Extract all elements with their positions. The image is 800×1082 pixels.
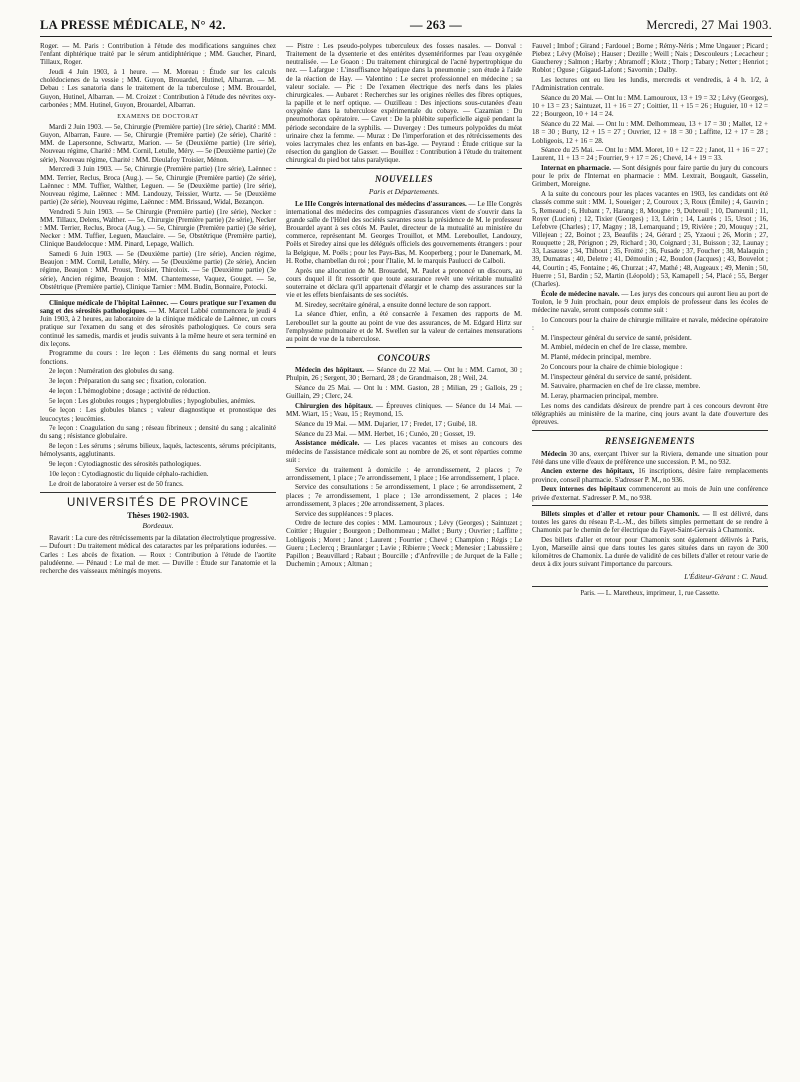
paragraph: M. Planté, médecin principal, membre. [541, 353, 651, 362]
subsection-heading: Paris et Départements. [368, 186, 440, 196]
item-title: Chirurgien des hôpitaux. [295, 402, 373, 411]
column-3 [532, 42, 768, 598]
ad-title: Médecin [541, 449, 567, 458]
paragraph: 2o Concours pour la chaire de chimie biologique : [541, 362, 683, 371]
item-body: — Les jurys des concours qui auront lieu au port de Toulon, le 9 Juin prochain, pour deux emplois de professeur dans les écoles de médecine navale, seront composés comme suit : [532, 289, 768, 314]
item-title: École de médecine navale. [541, 289, 620, 298]
page-number: — 263 — [409, 18, 463, 32]
paragraph: Séance du 20 Mai. — Ont lu : MM. Lamouroux, 13 + 19 = 32 ; Lévy (Georges), 10 + 13 = 23 ; Saintuzet, 11 + 16 = 27 ; Coittier, 11 + 15 = 26 ; Huguier, 10 + 12 = 22 ; Bourgeon, 10 + 14 = 24. [532, 94, 768, 119]
masthead [40, 18, 772, 37]
paragraph: Vendredi 5 Juin 1903. — 5e Chirurgie (Première partie) (1re série), Necker : MM. Tillaux, Delens, Walther. — 5e, Chirurgie (Première partie) (2e série), Necker : MM. Terrier, Reclus, Broca (Aug.). — 5e, Chirurgie (Première partie) (3e série), Necker : MM. Tuffier, Leguen, Mauclaire. — 5e, Obstétrique (Première partie), Clinique Baudelocque : MM. Pinard, Lepage, Wallich. [40, 207, 276, 249]
paragraph: Des billets d'aller et retour pour Chamonix sont également délivrés à Paris, Lyon, Marseille ainsi que dans toutes les gares situées dans un rayon de 300 kilomètres de Chamonix. La durée de validité de ces billets d'aller et retour varie de deux à dix jours suivant l'importance du parcours. [532, 535, 768, 569]
column-2 [286, 42, 522, 598]
paragraph: Séance du 23 Mai. — MM. Herbet, 16 ; Cunéo, 20 ; Gosset, 19. [295, 429, 476, 438]
paragraph [286, 402, 522, 418]
section-heading: UNIVERSITÉS DE PROVINCE [66, 496, 250, 509]
item-body: — Séance du 22 Mai. — Ont lu : MM. Carnot, 30 ; Phulpin, 26 ; Sergent, 30 ; Bernard, 28 ; de Grandmaison, 28 ; Weil, 24. [286, 366, 522, 383]
paragraph: M. Siredey, secrétaire général, a ensuite donné lecture de son rapport. [295, 300, 491, 309]
item-body: — Il est délivré, dans toutes les gares du réseau P.-L.-M., des billets simples permettant de se rendre à Chamonix par le chemin de fer électrique du Fayet-Saint-Gervais à Chamonix. [532, 509, 768, 534]
issue-date: Mercredi, 27 Mai 1903. [646, 18, 772, 32]
ad-body: 16 inscriptions, désire faire remplacements province, conseil pharmacie. S'adresser P. M., no 936. [532, 467, 768, 484]
item-title: Clinique médicale de l'hôpital Laënnec. — Cours pratique sur l'examen du sang et des sérosités pathologiques. [40, 298, 276, 316]
paragraph: 9e leçon : Cytodiagnostic des sérosités pathologiques. [49, 460, 202, 469]
paragraph [532, 290, 768, 314]
subsection-heading: Thèses 1902-1903. [127, 510, 189, 520]
paragraph: Programme du cours : 1re leçon : Les éléments du sang normal et leurs fonctions. [40, 349, 276, 366]
classified-ad [532, 485, 768, 501]
divider [532, 430, 768, 431]
paragraph: Fauvel ; Imbof ; Girand ; Fardouel ; Borne ; Rémy-Néris ; Mme Ungauer ; Picard ; Piebez ; Lévy (Moïse) ; Hauser ; Dezille ; Weill ; Nais ; Descouleurs ; Lecacheur ; Gaucherey ; Salmon ; Harby ; Abramoff ; Klotz ; Thorp ; Tabary ; Netter ; Henriot ; Roblot ; Oguse ; Gigaud-Lafont ; Savornin ; Dalby. [532, 42, 768, 75]
paragraph: Roger. — M. Paris : Contribution à l'étude des modifications sanguines chez l'enfant diphtérique traité par le sérum antidiphtérique ; MM. Gaucher, Pinard, Tillaux, Roger. [40, 42, 276, 67]
paragraph: Samedi 6 Juin 1903. — 5e (Deuxième partie) (1re série), Ancien régime, Beaujon : MM. Cornil, Letulle, Méry. — 5e (Deuxième partie) (2e série), Ancien régime, Beaujon : MM. Proust, Troisier, Thiroloix. — 5e (Deuxième partie) (3e série), Ancien régime, Beaujon : MM. Chantemesse, Vaquez, Gouget. — 5e, Obstétrique (Première partie), Clinique Tarnier : MM. Budin, Bonnaire, Potocki. [40, 250, 276, 291]
divider [286, 347, 522, 348]
item-body: — Le IIIe Congrès international des médecins des compagnies d'assurances vient de s'ouvrir dans la grande salle de l'Hôtel des sociétés savantes sous la présidence de M. le professeur Brouardel ayant à ses côtés M. Paulet, directeur de la mutualité au ministère du commerce, représentant M. Georges Trouillot, et MM. Lereboullet, Landouzy, Poëls et Siredey ainsi que les délégués officiels des gouvernements étrangers : pour la Belgique, M. Poëls ; pour les Pays-Bas, M. Kooperberg ; pour le Danemark, M. H. Rothe, chambellan du roi ; pour l'Italie, M. le marquis Paulucci de Calboli. [286, 199, 523, 265]
paragraph: 10e leçon : Cytodiagnostic du liquide céphalo-rachidien. [49, 469, 209, 478]
section-heading: NOUVELLES [374, 174, 433, 185]
paragraph: Séance du 25 Mai. — Ont lu : MM. Moret, 10 + 12 = 22 ; Janot, 11 + 16 = 27 ; Laurent, 11 + 13 = 24 ; Fourrier, 9 + 17 = 26 ; Chevé, 14 + 19 = 33. [532, 146, 768, 163]
paragraph: Les lectures ont eu lieu les lundis, mercredis et vendredis, à 4 h. 1/2, à l'Administration centrale. [532, 76, 768, 93]
paragraph: M. l'inspecteur général du service de santé, président. [541, 333, 692, 342]
paragraph [286, 439, 522, 463]
item-title: Internat en pharmacie. [541, 164, 611, 173]
paragraph: Le droit de laboratoire à verser est de 50 francs. [49, 479, 184, 488]
paragraph: — Pistre : Les pseudo-polypes tuberculeux des fosses nasales. — Donval : Traitement de la dysenterie et des entérites dysentériformes par l'eau oxygénée neutralisée. — Le Goaon : Du traitement chirurgical de l'acné hypertrophique du nez. — Lafargue : L'insuffisance hépatique dans la pneumonie ; son étude à l'aide de la réaction de Hay. — Valentino : Le secret professionnel en médecine ; sa valeur sociale. — Pic : De l'examen électrique des nerfs dans les plaies chirurgicales. — Aubaret : Recherches sur les origines réelles des fibres optiques, la papille et le nerf optique. — Ouzilleau : Des injections sous-cutanées d'eau oxygénée dans la tuberculose expérimentale du cobaye. — Cazamian : Du pneumothorax opératoire. — Cavet : De la phlébite superficielle aiguë pendant la période secondaire de la syphilis. — Duvergey : Des tumeurs polypoïdes du méat urinaire chez la femme. — Muraz : De l'imperforation et des rétrécissements des voies lacrymales chez les enfants en bas-âge. — Peyraud : Étude critique sur la résection du ganglion de Gasser. — Bouillez : Contribution à l'étude du traitement chirurgical du pied bot talus paralytique. [286, 42, 522, 165]
ad-title: Deux internes des hôpitaux [541, 485, 627, 494]
paragraph: M. Sauvaire, pharmacien en chef de 1re classe, membre. [541, 382, 701, 391]
paragraph: Service des suppléances : 9 places. [295, 509, 394, 518]
paragraph: M. Leray, pharmacien principal, membre. [541, 392, 659, 401]
printer-line: Paris. — L. Maretheux, imprimeur, 1, rue Cassette. [532, 586, 768, 598]
section-subtitle: EXAMENS DE DOCTORAT [117, 113, 199, 120]
item-title: Médecin des hôpitaux. [295, 366, 365, 375]
divider [40, 294, 276, 295]
paragraph [286, 366, 522, 382]
ad-body: 30 ans, exerçant l'hiver sur la Riviera, demande une situation pour l'été dans une ville d'eaux de préférence une succession. P. M., no 932. [532, 449, 769, 466]
item-body: — Les places vacantes et mises au concours des médecins de l'assistance médicale sont au nombre de 26, et sont réparties comme suit : [286, 439, 522, 464]
paragraph: A la suite du concours pour les places vacantes en 1903, les candidats ont été classés comme suit : MM. 1, Soueiger ; 2, Couroux ; 3, Roux (Émile) ; 4, Gauvin ; 5, Remeaud ; 6, Hubant ; 7, Harang ; 8, Mougne ; 9, Dubreuil ; 10, Dameunil ; 11, Royer (Lucien) ; 12, Tixier (Georges) ; 13, Lérin ; 14, Laurès ; 15, Ursot ; 16, Lefebvre (Charles) ; 17, Magny ; 18, Lemarquand ; 19, Rivière ; 20, Mouquy ; 21, Villejean ; 22, Boinot ; 23, Beaufils ; 24, Gérard ; 25, Yzaoui ; 26, Morin ; 27, Rouquette ; 28, Pérignon ; 29, Richard ; 30, Coignard ; 31, Buisson ; 32, Launay ; 33, Lasausse ; 34, Thibout ; 35, Froitté ; 36, Fusade ; 37, Foucher ; 38, Malaquin ; 39, Dumatras ; 40, Deletre ; 41, Démoulin ; 42, Boudon (Jacques) ; 43, Bouvelot ; 44, Courtin ; 45, Fontaine ; 46, Churzat ; 47, Mathé ; 48, Augeaux ; 49, Menin ; 50, Huerre ; 51, Bardin ; 52, Martin (Léopold) ; 53, Kamapell ; 54, Placé ; 55, Berger (Charles). [532, 190, 768, 288]
paragraph: Service des consultations : 5e arrondissement, 1 place ; 6e arrondissement, 2 places ; 7e arrondissement, 1 place ; 13e arrondissement, 2 places ; 14e arrondissement, 3 places ; 20e arrondissement, 3 places. [286, 483, 522, 508]
ad-title: Ancien externe des hôpitaux, [541, 467, 635, 476]
columns [40, 42, 772, 598]
paragraph: Jeudi 4 Juin 1903, à 1 heure. — M. Moreau : Étude sur les calculs cholédocienes de la vessie ; MM. Guyon, Brouardel, Hutinel, Albarran. — M. Debau : Les sanatoria dans le traitement de la tuberculose ; MM. Brouardel, Guyon, Hutinel, Albarran. — M. Croizet : Contribution à l'étude des névrites oxy-carbonées ; MM. Hutinel, Guyon, Brouardel, Albarran. [40, 68, 276, 109]
paragraph: 5e leçon : Les globules rouges ; hyperglobulies ; hypoglobulies, anémies. [49, 396, 256, 405]
paragraph: Service du traitement à domicile : 4e arrondissement, 2 places ; 7e arrondissement, 1 place ; 7e arrondissement, 1 place ; 16e arrondissement, 1 place. [286, 465, 522, 482]
column-1 [40, 42, 276, 598]
item-body: — Épreuves cliniques. — Séance du 14 Mai. — MM. Wiart, 15 ; Veau, 15 ; Reymond, 15. [286, 402, 522, 419]
paragraph: 4e leçon : L'hémoglobine ; dosage ; activité de réduction. [49, 386, 211, 395]
paragraph [40, 299, 276, 348]
section-heading: CONCOURS [377, 353, 431, 364]
divider [286, 168, 522, 169]
item-title: Assistance médicale. [295, 439, 360, 448]
publisher-signature: L'Éditeur-Gérant : C. Naud. [684, 572, 768, 582]
paragraph: Séance du 19 Mai. — MM. Dujarier, 17 ; Fredet, 17 ; Guibé, 18. [295, 419, 477, 428]
paragraph: 7e leçon : Coagulation du sang ; réseau fibrineux ; densité du sang ; alcalinité du sang ; résistance globulaire. [40, 424, 276, 441]
paragraph: Séance du 22 Mai. — Ont lu : MM. Delhommeau, 13 + 17 = 30 ; Mallet, 12 + 18 = 30 ; Burty, 12 + 15 = 27 ; Ouvrier, 12 + 18 = 30 ; Laffitte, 12 + 17 = 28 ; Lobligeois, 12 + 16 = 28. [532, 120, 768, 145]
paragraph: Mardi 2 Juin 1903. — 5e, Chirurgie (Première partie) (1re série), Charité : MM. Guyon, Albarran, Faure. — 5e, Chirurgie (Première partie) (2e série), Charité : MM. de Lapersonne, Schwartz, Marion. — 5e (Deuxième partie) (1re série), Nouveau régime, Charité : MM. Cornil, Letulle, Méry. — 5e (Deuxième partie) (2e série), Nouveau régime, Charité : MM. Dieulafoy Troisier, Ménon. [40, 123, 276, 164]
divider [532, 505, 768, 506]
paragraph: M. l'inspecteur général du service de santé, président. [541, 372, 692, 381]
paragraph: Séance du 25 Mai. — Ont lu : MM. Gaston, 28 ; Milian, 29 ; Gallois, 29 ; Guillain, 29 ; Clerc, 24. [286, 384, 522, 401]
ad-body: commenceront au mois de Juin une conférence privée d'externat. S'adresser P. M., no 938. [532, 485, 768, 502]
paragraph: Ravarit : La cure des rétrécissements par la dilatation électrolytique progressive. — Dufourt : Du traitement médical des cataractes par les préparations iodurées. — Carles : Les abcès de fixation. — Roux : Contribution à l'étude de l'aortite paludéenne. — Pénaud : Le mal de mer. — Duville : Étude sur l'anatomie et la recherche des vaisseaux méningés moyens. [40, 534, 276, 575]
item-body: — Sont désignés pour faire partie du jury du concours pour le prix de l'Internat en pharmacie : MM. Lextrait, Bougault, Gasselin, Grimbert, Moreigne. [532, 164, 769, 189]
item-title: Le IIIe Congrès international des médecins d'assurances. [295, 199, 467, 208]
city-heading: Bordeaux. [142, 521, 174, 531]
paragraph: 1o Concours pour la chaire de chirurgie militaire et navale, médecine opératoire : [532, 315, 768, 332]
paragraph: 8e leçon : Les sérums ; sérums bilieux, laqués, lactescents, sérums précipitants, hémolysants, agglutinants. [40, 442, 276, 459]
paragraph: 2e leçon : Numération des globules du sang. [49, 367, 174, 376]
paragraph [532, 164, 768, 188]
journal-title: LA PRESSE MÉDICALE, N° 42. [40, 18, 226, 32]
paragraph: La séance d'hier, enfin, a été consacrée à l'examen des rapports de M. Lereboullet sur la goutte au point de vue des assurances, de M. Edgard Hirtz sur l'emphysème pulmonaire et de M. Swellen sur la valeur de certaines mensurations au point de vue de la tuberculose. [286, 310, 522, 343]
paragraph [286, 200, 522, 265]
paragraph: M. Ambiel, médecin en chef de 1re classe, membre. [541, 343, 688, 352]
paragraph [532, 510, 768, 534]
classified-ad [532, 467, 768, 483]
paragraph: Les noms des candidats désireux de prendre part à ces concours devront être télégraphiés au ministère de la marine, cinq jours avant la date d'ouverture des épreuves. [532, 401, 768, 427]
divider [40, 492, 276, 493]
paragraph: 6e leçon : Les globules blancs ; valeur diagnostique et pronostique des leucocytes ; leucémies. [40, 406, 276, 423]
section-heading: RENSEIGNEMENTS [604, 436, 696, 447]
item-body: — M. Marcel Labbé commencera le jeudi 4 Juin 1903, à 2 heures, au laboratoire de la clinique médicale de Laënnec, un cours pratique sur l'examen du sang et des sérosités pathologiques. Ce cours sera continué les samedis, mardis et jeudis suivants à la même heure et sera terminé en dix leçons. [40, 307, 276, 348]
paragraph: Après une allocution de M. Brouardel, M. Paulet a prononcé un discours, au cours duquel il fit ressortir que toute assurance revêt une véritable mutualité souterraine et déclara qu'il appartenait d'élargir et le champ des assurances sur la vie et les effets bienfaisants de ses sociétés. [286, 266, 522, 299]
paragraph: 3e leçon : Préparation du sang sec ; fixation, coloration. [49, 377, 207, 386]
item-title: Billets simples et d'aller et retour pour Chamonix. [541, 509, 700, 518]
classified-ad [532, 450, 768, 466]
paragraph: Ordre de lecture des copies : MM. Lamouroux ; Lévy (Georges) ; Saintuzet ; Coittier ; Huguier ; Bourgeon ; Delhommeau ; Mallet ; Burty ; Ouvrier ; Laffitte ; Lobligeois ; Moret ; Janot ; Laurent ; Fourrier ; Chevé ; Champion ; Régis ; Le Gueru ; Leclercq ; Braunlarger ; Lavie ; Ribierre ; Veeck ; Menesier ; Labussière ; Papillon ; Beauvillard ; Rabaut ; Bourcille ; d'Anfreville ; de Jurquet de la Falle ; Duchemin ; Arnoux ; Altman ; [286, 519, 522, 569]
paragraph: Mercredi 3 Juin 1903. — 5e, Chirurgie (Première partie) (1re série), Laënnec : MM. Terrier, Reclus, Broca (Aug.). — 5e, Chirurgie (Première partie) (2e série), Laënnec : MM. Tuffier, Walther, Leguen. — 5e (Deuxième partie) (1re série), Nouveau régime, Laënnec : MM. Landouzy, Teissier, Wurtz. — 5e (Deuxième partie) (2e série), Nouveau régime, Laënnec : MM. Brissaud, Widal, Bezançon. [40, 165, 276, 206]
